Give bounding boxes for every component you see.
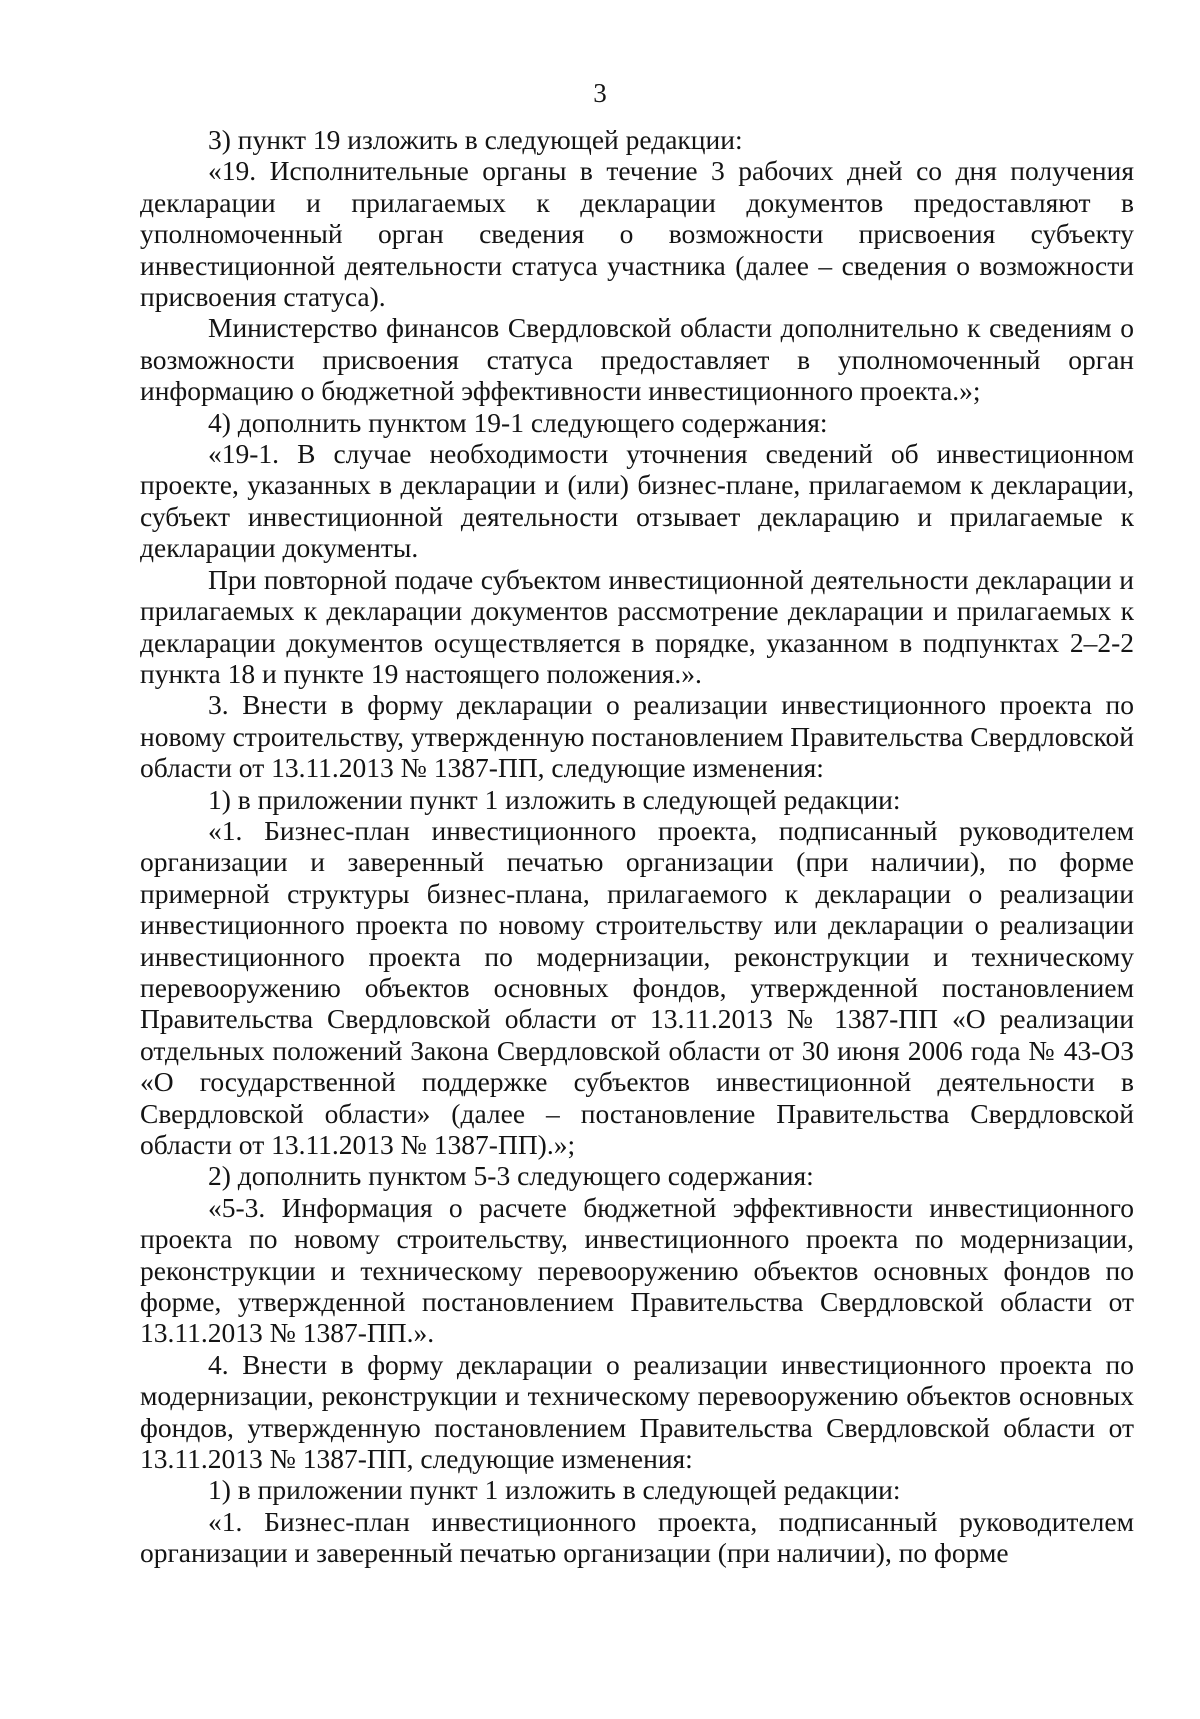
paragraph: «5-3. Информация о расчете бюджетной эффективности инвестиционного проекта по новому строительству, инвестиционного проекта по модернизации, реконструкции и техническому перевооружению объектов основных фондов по форме, утвержденной постановлением Правительства Свердловской области от 13.11.2013 № 1387-ПП.». bbox=[140, 1191, 1134, 1349]
paragraph: 3) пункт 19 изложить в следующей редакции: bbox=[208, 124, 743, 155]
paragraph: «1. Бизнес-план инвестиционного проекта, подписанный руководителем организации и заверенный печатью организации (при наличии), по форме примерной структуры бизнес-плана, прилагаемого к декларации о реализации инвестиционного проекта по новому строительству или декларации о реализации инвестиционного проекта по модернизации, реконструкции и техническому перевооружению объектов основных фондов, утвержденной постановлением Правительства Свердловской области от 13.11.2013 № 1387-ПП «О реализации отдельных положений Закона Свердловской области от 30 июня 2006 года № 43-ОЗ «О государственной поддержке субъектов инвестиционной деятельности в Свердловской области» (далее – постановление Правительства Свердловской области от 13.11.2013 № 1387-ПП).»; bbox=[140, 814, 1134, 1160]
paragraph: 3. Внести в форму декларации о реализации инвестиционного проекта по новому строительству, утвержденную постановлением Правительства Свердловской области от 13.11.2013 № 1387-ПП, следующие изменения: bbox=[140, 689, 1134, 784]
document-body bbox=[140, 124, 1134, 1569]
page-number: 3 bbox=[593, 78, 607, 108]
paragraph: Министерство финансов Свердловской области дополнительно к сведениям о возможности присвоения статуса предоставляет в уполномоченный орган информацию о бюджетной эффективности инвестиционного проекта.»; bbox=[140, 312, 1134, 407]
paragraph: 4) дополнить пунктом 19-1 следующего содержания: bbox=[208, 406, 828, 438]
paragraph: 1) в приложении пункт 1 изложить в следующей редакции: bbox=[208, 783, 901, 815]
paragraph: 2) дополнить пунктом 5-3 следующего содержания: bbox=[208, 1160, 814, 1192]
paragraph: При повторной подаче субъектом инвестиционной деятельности декларации и прилагаемых к декларации документов рассмотрение декларации и прилагаемых к декларации документов осуществляется в порядке, указанном в подпунктах 2–2-2 пункта 18 и пункте 19 настоящего положения.». bbox=[140, 563, 1134, 689]
paragraph: «19. Исполнительные органы в течение 3 рабочих дней со дня получения декларации и прилагаемых к декларации документов предоставляют в уполномоченный орган сведения о возможности присвоения субъекту инвестиционной деятельности статуса участника (далее – сведения о возможности присвоения статуса). bbox=[140, 155, 1134, 313]
paragraph: «19-1. В случае необходимости уточнения сведений об инвестиционном проекте, указанных в декларации и (или) бизнес-плане, прилагаемом к декларации, субъект инвестиционной деятельности отзывает декларацию и прилагаемые к декларации документы. bbox=[140, 438, 1134, 564]
paragraph: «1. Бизнес-план инвестиционного проекта, подписанный руководителем организации и заверенный печатью организации (при наличии), по форме bbox=[140, 1505, 1134, 1569]
paragraph: 1) в приложении пункт 1 изложить в следующей редакции: bbox=[208, 1474, 901, 1506]
paragraph: 4. Внести в форму декларации о реализации инвестиционного проекта по модернизации, реконструкции и техническому перевооружению объектов основных фондов, утвержденную постановлением Правительства Свердловской области от 13.11.2013 № 1387-ПП, следующие изменения: bbox=[140, 1348, 1134, 1475]
